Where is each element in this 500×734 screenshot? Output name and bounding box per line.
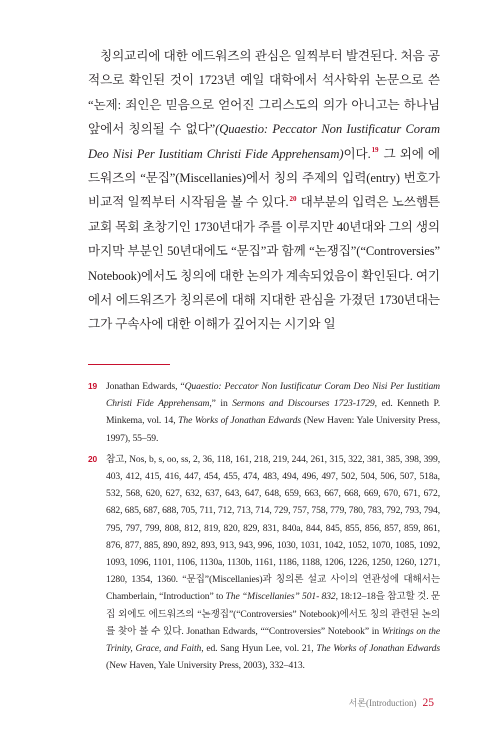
paragraph-text: 대부분의 입력은 노쓰햄튼 교회 목회 초창기인 1730년대가 주를 이루지만 40년대와 그의 생의 마지막 부분인 50년대에도 “문집”과 함께 “논쟁집”(“Controversies” Notebook)에서도 칭의에 대한 논의가 계속되었음이 확인된다. 여기에서 에드워즈가 칭의론에 대해 지대한 관심을 가졌던 1730년대는 그가 구속사에 대한 이해가 깊어지는 시기와 일 [88, 195, 440, 332]
footnote-text: Jonathan Edwards, “ [106, 381, 185, 392]
footnote-italic: The Works of Jonathan Edwards [316, 643, 440, 655]
footnote-text: , ed. Sang Hyun Lee, vol. 21, [201, 643, 317, 655]
paragraph-text: 그 외에 에드워즈의 “문집”(Miscellanies)에서 칭의 주제의 입력(entry) 번호가 비교적 일찍부터 시작됨을 볼 수 있다. [88, 146, 440, 210]
footnote-number: 20 [88, 453, 98, 464]
footnote-divider [88, 364, 170, 365]
footnote-italic: Writings on the Trinity, Grace, and Faith [106, 625, 440, 655]
footnote-ref-19[interactable]: 19 [371, 146, 379, 155]
footnote-italic: The “Miscellanies” 501- 832 [225, 591, 336, 603]
paragraph-text: 칭의교리에 대한 에드워즈의 관심은 일찍부터 발견된다. 처음 공적으로 확인된 것이 1723년 예일 대학에서 석사학위 논문으로 쓴 “논제: 죄인은 믿음으로 얻어진 그리스도의 의가 아니고는 하나님 앞에서 칭의될 수 없다” [88, 49, 440, 137]
footnote-number: 19 [88, 381, 98, 391]
page-number: 25 [422, 697, 434, 709]
footnote-19 [88, 378, 440, 447]
page-footer [349, 696, 434, 709]
main-text [88, 44, 440, 337]
running-title: 서론(Introduction) [348, 698, 417, 708]
footnote-text: (New Haven: Yale University Press, 1997), 55–59. [106, 415, 440, 444]
body-paragraph [88, 44, 440, 337]
footnote-italic: Quaestio: Peccator Non Iustificatur Coram Deo Nisi Per Iustitiam Christi Fide Apprehensam [106, 381, 440, 410]
footnote-text: , ed. Kenneth P. Minkema, vol. 14, [106, 398, 440, 427]
thesis-latin-title: (Quaestio: Peccator Non Iustificatur Coram Deo Nisi Per Iustitiam Christi Fide Apprehensam) [88, 122, 440, 161]
footnote-italic: The Works of Jonathan Edwards [178, 415, 302, 427]
footnote-text: 참고, Nos, b, s, oo, ss, 2, 36, 118, 161, 218, 219, 244, 261, 315, 322, 381, 385, 398, 399, 403, 412, 415, 416, 447, 454, 455, 474, 483, 494, 496, 497, 502, 504, 506, 507, 518a, 532, 568, 620, 627, 632, 637, 643, 647, 648, 659, 663, 667, 668, 669, 670, 671, 672, 682, 685, 687, 688, 705, 711, 712, 713, 714, 729, 757, 758, 779, 780, 783, 792, 793, 794, 795, 797, 799, 808, 812, 819, 820, 829, 831, 840a, 844, 845, 855, 856, 857, 859, 861, 876, 877, 885, 890, 892, 893, 913, 943, 996, 1030, 1031, 1042, 1052, 1070, 1085, 1092, 1093, 1096, 1101, 1106, 1130a, 1130b, 1161, 1186, 1188, 1206, 1226, 1250, 1260, 1271, 1280, 1354, 1360. “문집”(Miscellanies)과 칭의론 설교 사이의 연관성에 대해서는 Chamberlain, “Introduction” to [106, 453, 440, 603]
footnote-20 [88, 451, 440, 675]
footnote-italic: Sermons and Discourses 1723-1729 [232, 398, 375, 410]
footnote-text: (New Haven, Yale University Press, 2003), 332–413. [106, 660, 305, 672]
footnote-text: , 18:12–18을 참고할 것. 문집 외에도 에드워즈의 “논쟁집”(“Controversies” Notebook)에서도 칭의 관련된 논의를 찾아 볼 수 있다. Jonathan Edwards, ““Controversies” Notebook” in [106, 591, 440, 637]
footnotes [88, 378, 440, 678]
paragraph-text: 이다. [343, 146, 371, 161]
footnote-text: ,” in [209, 398, 233, 410]
footnote-ref-20[interactable]: 20 [289, 195, 297, 204]
